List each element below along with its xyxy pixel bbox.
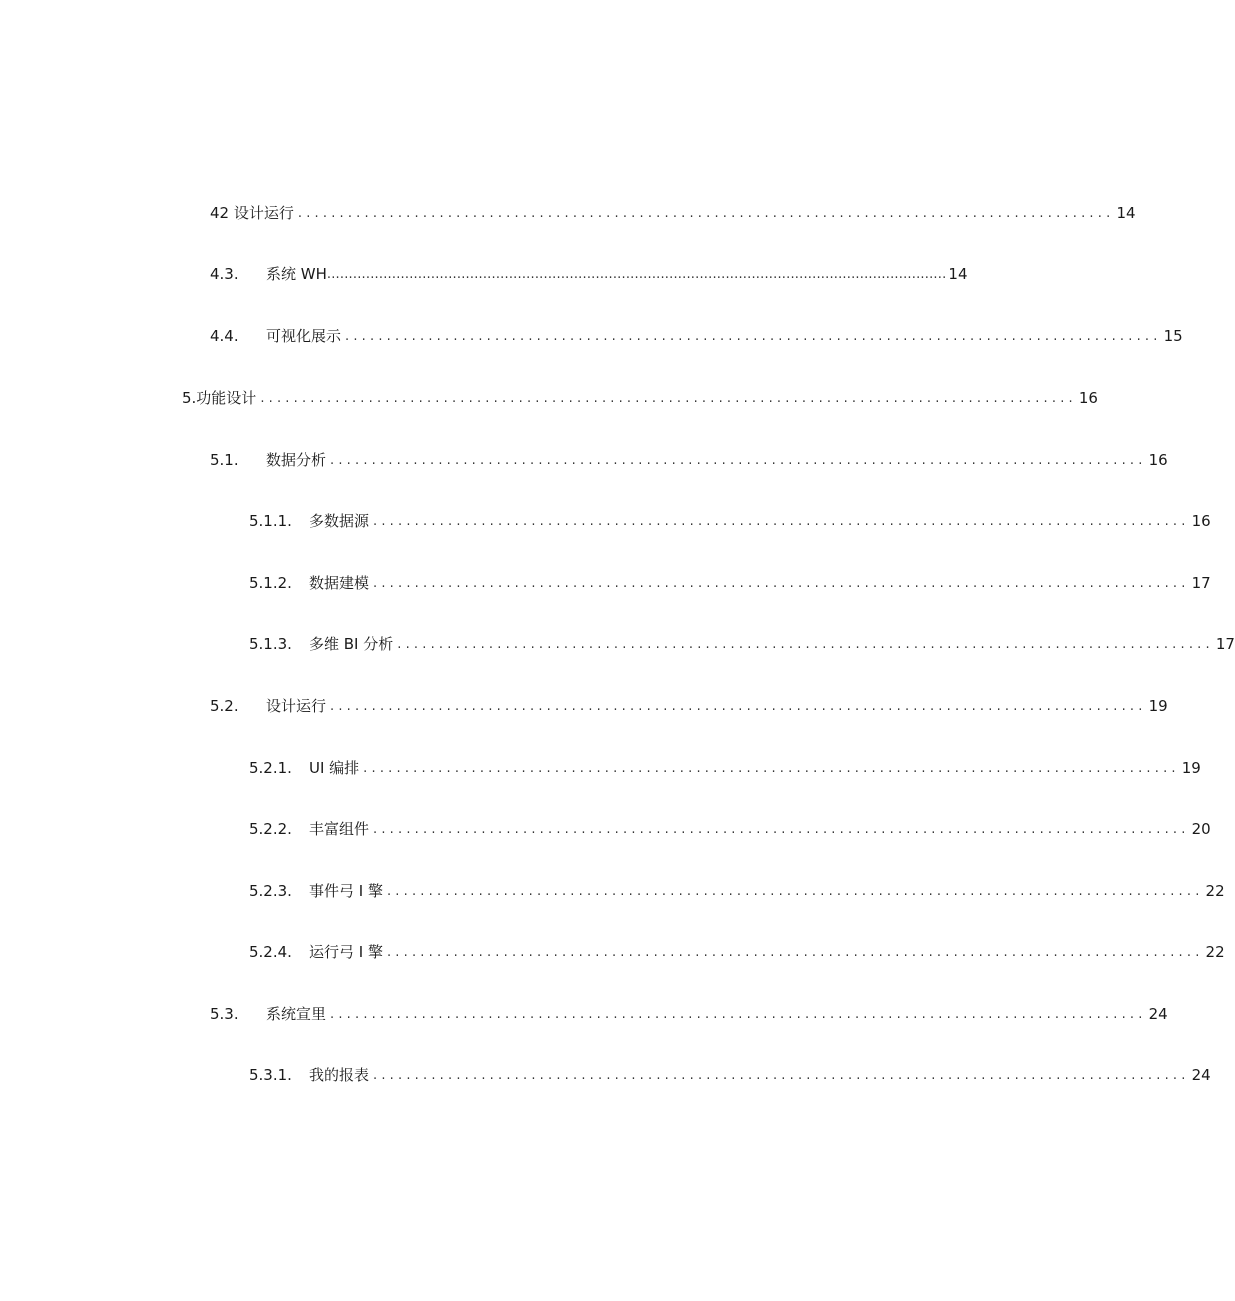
dot-leader: .................................................................................................. bbox=[373, 576, 1190, 591]
toc-entry-page: 24 bbox=[1148, 1005, 1168, 1023]
toc-entry-page: 17 bbox=[1215, 635, 1235, 653]
toc-entry-title: 运行弓 I 擎 bbox=[309, 943, 383, 961]
toc-entry-number: 5.1.3. bbox=[249, 635, 292, 653]
toc-entry[interactable] bbox=[210, 446, 1168, 470]
toc-entry-title: 5.功能设计 bbox=[182, 389, 257, 407]
toc-entry[interactable] bbox=[249, 754, 1201, 778]
dot-leader: .................................................................................................. bbox=[397, 637, 1214, 652]
toc-entry-number: 5.1.1. bbox=[249, 512, 292, 530]
toc-entry-title: 事件弓 I 擎 bbox=[309, 882, 383, 900]
toc-entry-title: 多维 BI 分析 bbox=[309, 635, 394, 653]
toc-entry-number: 4.4. bbox=[210, 327, 239, 345]
toc-entry-page: 16 bbox=[1078, 389, 1098, 407]
toc-entry-page: 16 bbox=[1191, 512, 1211, 530]
toc-entry-title: 设计运行 bbox=[266, 697, 327, 715]
toc-entry-number: 5.3. bbox=[210, 1005, 239, 1023]
toc-entry-page: 20 bbox=[1191, 820, 1211, 838]
toc-entry-title: 42 设计运行 bbox=[210, 204, 294, 222]
toc-entry[interactable] bbox=[249, 1061, 1211, 1085]
toc-entry[interactable] bbox=[210, 1000, 1168, 1024]
toc-entry-number: 5.2. bbox=[210, 697, 239, 715]
toc-entry[interactable] bbox=[249, 815, 1211, 839]
toc-entry[interactable] bbox=[210, 199, 1136, 223]
dot-leader: .................................................................................................. bbox=[386, 945, 1204, 960]
toc-entry-title: 可视化展示 bbox=[266, 327, 342, 345]
toc-entry-page: 22 bbox=[1205, 943, 1225, 961]
toc-entry-number: 5.3.1. bbox=[249, 1066, 292, 1084]
toc-entry[interactable] bbox=[249, 507, 1211, 531]
toc-entry-page: 14 bbox=[948, 265, 968, 283]
dot-leader: .................................................................................................. bbox=[330, 1007, 1147, 1022]
toc-entry-page: 15 bbox=[1163, 327, 1183, 345]
dot-leader: .................................................................................................. bbox=[363, 761, 1180, 776]
dot-leader: .................................................................................................. bbox=[345, 329, 1162, 344]
toc-entry-page: 24 bbox=[1191, 1066, 1211, 1084]
toc-entry[interactable] bbox=[210, 322, 1183, 346]
toc-entry-page: 14 bbox=[1116, 204, 1136, 222]
toc-entry-title: 多数据源 bbox=[309, 512, 370, 530]
toc-entry-title: 丰富组件 bbox=[309, 820, 370, 838]
toc-entry-page: 19 bbox=[1181, 759, 1201, 777]
toc-entry-title: 系统 WH bbox=[266, 265, 327, 283]
toc-entry-title: 数据建模 bbox=[309, 574, 370, 592]
toc-entry[interactable] bbox=[182, 384, 1098, 408]
toc-entry-title: UI 编排 bbox=[309, 759, 360, 777]
toc-entry-number: 5.2.4. bbox=[249, 943, 292, 961]
toc-entry[interactable] bbox=[249, 938, 1225, 962]
dot-leader: .................................................................................................. bbox=[386, 884, 1204, 899]
dot-leader: .................................................................................................. bbox=[330, 699, 1147, 714]
toc-entry-number: 5.2.1. bbox=[249, 759, 292, 777]
toc-entry[interactable] bbox=[249, 877, 1225, 901]
dot-leader: .................................................................................................. bbox=[260, 391, 1077, 406]
dot-leader: .................................................................................................. bbox=[330, 453, 1147, 468]
toc-entry-number: 4.3. bbox=[210, 265, 239, 283]
toc-entry[interactable] bbox=[210, 260, 968, 284]
toc-entry-title: 我的报表 bbox=[309, 1066, 370, 1084]
toc-entry-page: 17 bbox=[1191, 574, 1211, 592]
toc-entry-page: 22 bbox=[1205, 882, 1225, 900]
toc-entry-number: 5.2.3. bbox=[249, 882, 292, 900]
toc-entry-number: 5.2.2. bbox=[249, 820, 292, 838]
dot-leader: .................................................................................................. bbox=[373, 514, 1190, 529]
dot-leader: .................................................................................................. bbox=[373, 1068, 1190, 1083]
dot-leader: .................................................................................................. bbox=[297, 206, 1115, 221]
toc-entry-number: 5.1. bbox=[210, 451, 239, 469]
toc-entry[interactable] bbox=[249, 630, 1235, 654]
toc-entry-page: 16 bbox=[1148, 451, 1168, 469]
dot-leader: ............................................................................................................................................... bbox=[326, 267, 947, 282]
toc-entry-title: 系统宣里 bbox=[266, 1005, 327, 1023]
dot-leader: .................................................................................................. bbox=[373, 822, 1190, 837]
toc-entry-page: 19 bbox=[1148, 697, 1168, 715]
toc-entry[interactable] bbox=[210, 692, 1168, 716]
toc-entry[interactable] bbox=[249, 569, 1211, 593]
toc-entry-number: 5.1.2. bbox=[249, 574, 292, 592]
toc-entry-title: 数据分析 bbox=[266, 451, 327, 469]
